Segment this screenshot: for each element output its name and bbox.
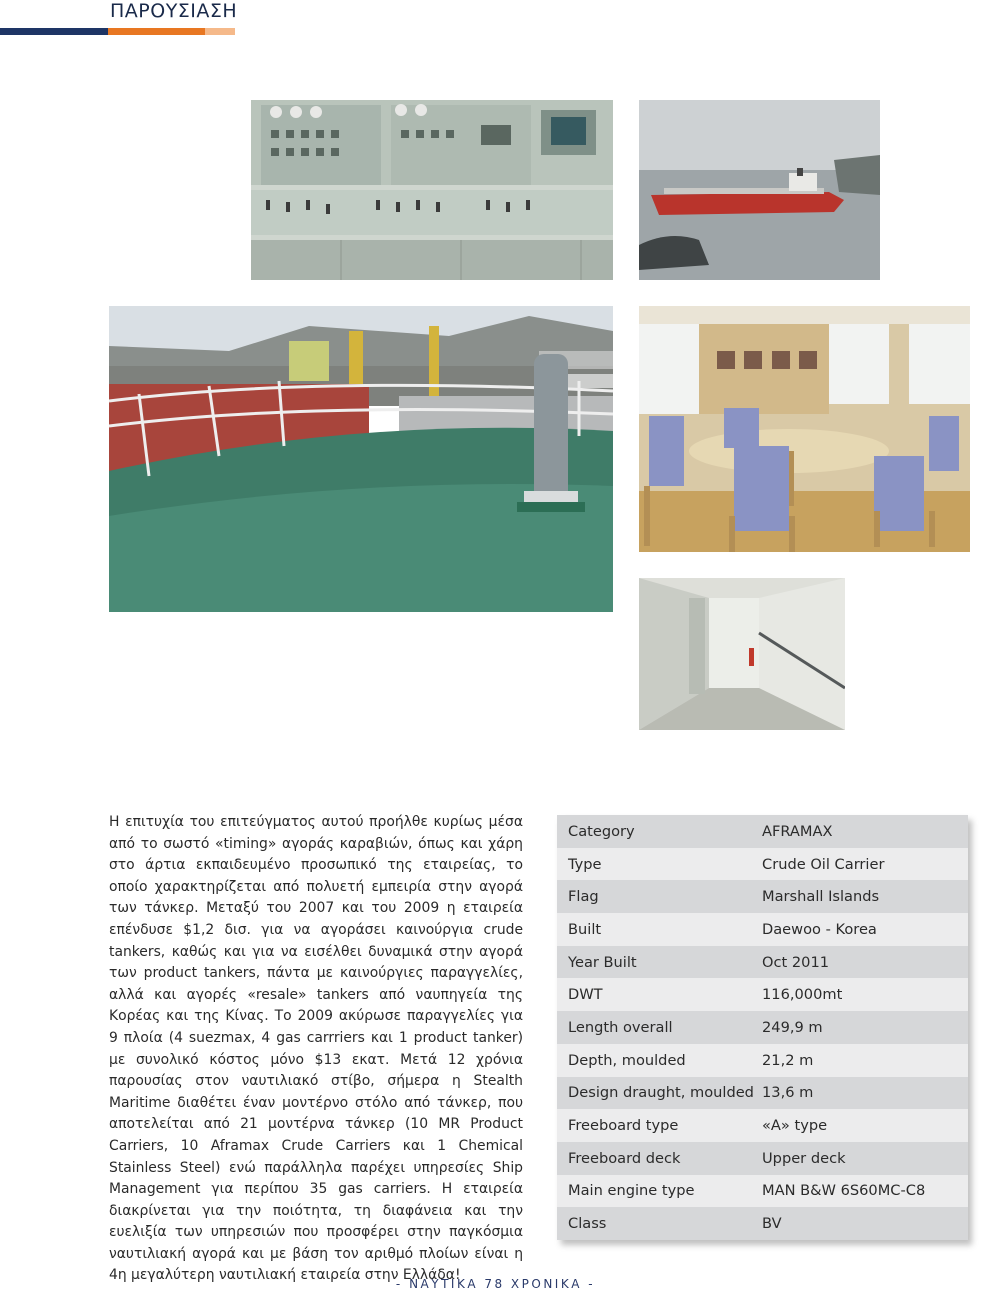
spec-row <box>557 1077 968 1110</box>
spec-value: 116,000mt <box>762 986 843 1004</box>
spec-value: Upper deck <box>762 1149 846 1167</box>
spec-label: DWT <box>568 986 603 1004</box>
spec-label: Freeboard deck <box>568 1149 681 1167</box>
header-rule-peach <box>205 28 235 35</box>
photo-corridor <box>639 578 845 730</box>
spec-value: Oct 2011 <box>762 953 830 971</box>
page-footer: - ΝΑΥΤΙΚΑ 78 ΧΡΟΝΙΚΑ - <box>395 1277 596 1291</box>
spec-label: Category <box>568 822 635 840</box>
photo-ship-deck <box>109 306 613 612</box>
spec-label: Main engine type <box>568 1182 695 1200</box>
spec-row <box>557 1044 968 1077</box>
spec-value: MAN B&W 6S60MC-C8 <box>762 1182 926 1200</box>
spec-row <box>557 913 968 946</box>
spec-row <box>557 1142 968 1175</box>
spec-label: Length overall <box>568 1018 673 1036</box>
spec-row <box>557 880 968 913</box>
spec-label: Depth, moulded <box>568 1051 686 1069</box>
spec-value: Daewoo - Korea <box>762 920 877 938</box>
spec-value: 13,6 m <box>762 1084 814 1102</box>
spec-value: AFRAMAX <box>762 822 833 840</box>
spec-label: Freeboard type <box>568 1117 679 1135</box>
spec-row <box>557 1011 968 1044</box>
spec-label: Type <box>568 855 602 873</box>
spec-value: 249,9 m <box>762 1018 823 1036</box>
header-rule-orange <box>108 28 205 35</box>
spec-value: Marshall Islands <box>762 888 880 906</box>
spec-row <box>557 978 968 1011</box>
spec-value: «A» type <box>762 1117 828 1135</box>
spec-row <box>557 848 968 881</box>
photo-tanker-at-sea <box>639 100 880 280</box>
spec-label: Design draught, moulded <box>568 1084 754 1102</box>
spec-value: BV <box>762 1215 782 1233</box>
spec-value: 21,2 m <box>762 1051 814 1069</box>
spec-row <box>557 946 968 979</box>
photo-engine-control-room <box>251 100 613 280</box>
photo-mess-room <box>639 306 970 552</box>
spec-label: Year Built <box>568 953 637 971</box>
spec-value: Crude Oil Carrier <box>762 855 885 873</box>
spec-row <box>557 1207 968 1240</box>
spec-label: Class <box>568 1215 607 1233</box>
spec-row <box>557 1175 968 1208</box>
spec-row <box>557 815 968 848</box>
article-body-text: Η επιτυχία του επιτεύγματος αυτού προήλθε κυρίως μέσα από το σωστό «timing» αγοράς καραβιών, όπως και χάρη στο άρτια εκπαιδευμένο προσωπικό της εταιρείας, το οποίο χαρακτηρίζεται από πολυετή εμπειρία στην αγορά των τάνκερ. Μεταξύ του 2007 και του 2009 η εταιρεία επένδυσε $1,2 δισ. για να αγοράσει καινούργια crude tankers, καθώς και για να εισέλθει δυναμικά στην αγορά των product tankers, πάντα με καινούργιες παραγγελίες, αλλά και αγορές «resale» tankers από ναυπηγεία της Κορέας και της Κίνας. Το 2009 ακύρωσε παραγγελίες για 9 πλοία (4 suezmax, 4 gas carrriers και 1 product tanker) με συνολικό κόστος μόνο $13 εκατ. Μετά 12 χρόνια παρουσίας στον ναυτιλιακό στίβο, σήμερα η Stealth Maritime διαθέτει έναν μοντέρνο στόλο από τάνκερ, που αποτελείται από 21 μοντέρνα τάνκερ (10 MR Product Carriers, 10 Aframax Crude Carriers και 1 Chemical Stainless Steel) ενώ παράλληλα παρέχει υπηρεσίες Ship Management για περίπου 35 gas carriers. Η εταιρεία διακρίνεται για την ποιότητα, τη διαφάνεια και την ευελιξία των υπηρεσιών που προσφέρει στην παγκόσμια ναυτιλιακή αγορά και με βάση τον αριθμό πλοίων είναι η 4η μεγαλύτερη ναυτιλιακή εταιρεία στην Ελλάδα! <box>109 814 523 1284</box>
spec-label: Flag <box>568 888 599 906</box>
section-title: ΠΑΡΟΥΣΙΑΣΗ <box>110 0 238 22</box>
spec-row <box>557 1109 968 1142</box>
vessel-specifications-table <box>557 815 968 1240</box>
header-rule-navy <box>0 28 108 35</box>
spec-label: Built <box>568 920 602 938</box>
